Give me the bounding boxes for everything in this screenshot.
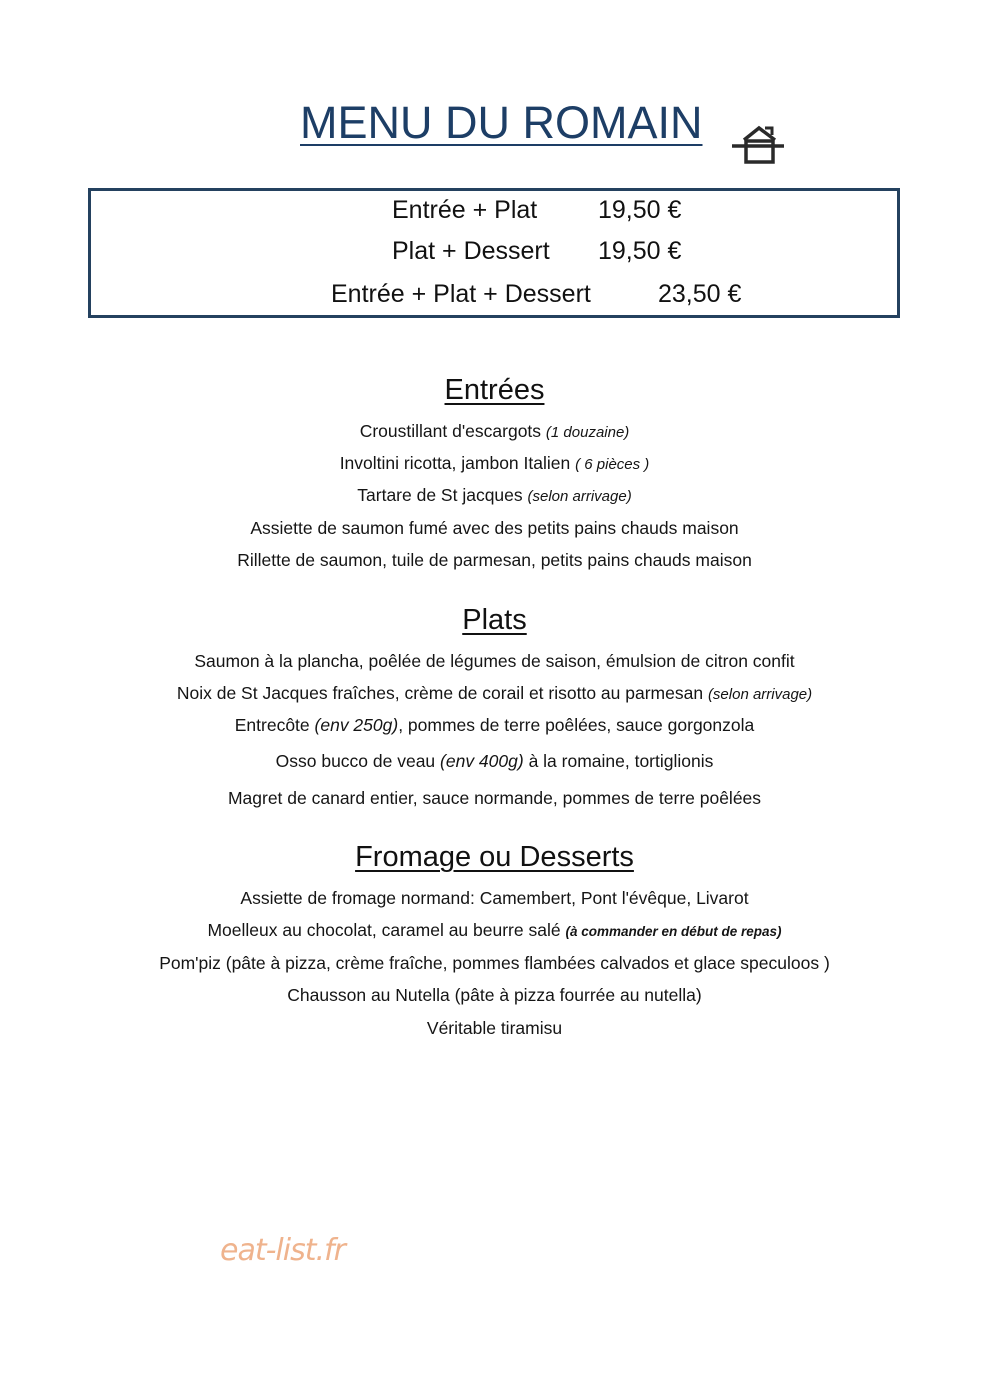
formula-price: 23,50 € xyxy=(658,280,742,308)
menu-item: Noix de St Jacques fraîches, crème de corail et risotto au parmesan (selon arrivage) xyxy=(176,683,813,703)
menu-item: Véritable tiramisu xyxy=(426,1018,563,1038)
menu-item: Involtini ricotta, jambon Italien ( 6 pièces ) xyxy=(339,453,650,473)
section-title-entrees: Entrées xyxy=(444,374,545,406)
menu-item: Magret de canard entier, sauce normande, pommes de terre poêlées xyxy=(227,788,762,808)
menu-item: Croustillant d'escargots (1 douzaine) xyxy=(359,421,630,441)
menu-item: Assiette de saumon fumé avec des petits pains chauds maison xyxy=(250,518,739,538)
menu-item: Rillette de saumon, tuile de parmesan, petits pains chauds maison xyxy=(237,550,752,570)
section-title-desserts: Fromage ou Desserts xyxy=(355,841,634,873)
menu-item: Assiette de fromage normand: Camembert, Pont l'évêque, Livarot xyxy=(240,888,749,908)
formula-price: 19,50 € xyxy=(598,196,682,224)
formula-label: Plat + Dessert xyxy=(392,237,550,265)
house-icon xyxy=(728,122,788,166)
menu-item: Saumon à la plancha, poêlée de légumes de saison, émulsion de citron confit xyxy=(194,651,795,671)
menu-title: MENU DU ROMAIN xyxy=(300,97,703,148)
menu-item: Entrecôte (env 250g), pommes de terre poêlées, sauce gorgonzola xyxy=(234,715,755,735)
menu-item: Pom'piz (pâte à pizza, crème fraîche, pommes flambées calvados et glace speculoos ) xyxy=(159,953,830,973)
menu-item: Moelleux au chocolat, caramel au beurre salé (à commander en début de repas) xyxy=(207,920,782,940)
formula-price: 19,50 € xyxy=(598,237,682,265)
watermark: eat-list.fr xyxy=(220,1233,345,1268)
section-title-plats: Plats xyxy=(462,604,527,636)
formula-label: Entrée + Plat xyxy=(392,196,538,224)
menu-item: Tartare de St jacques (selon arrivage) xyxy=(357,485,632,505)
menu-item: Osso bucco de veau (env 400g) à la romaine, tortiglionis xyxy=(275,751,714,771)
formula-label: Entrée + Plat + Dessert xyxy=(331,280,591,308)
menu-item: Chausson au Nutella (pâte à pizza fourrée au nutella) xyxy=(287,985,702,1005)
